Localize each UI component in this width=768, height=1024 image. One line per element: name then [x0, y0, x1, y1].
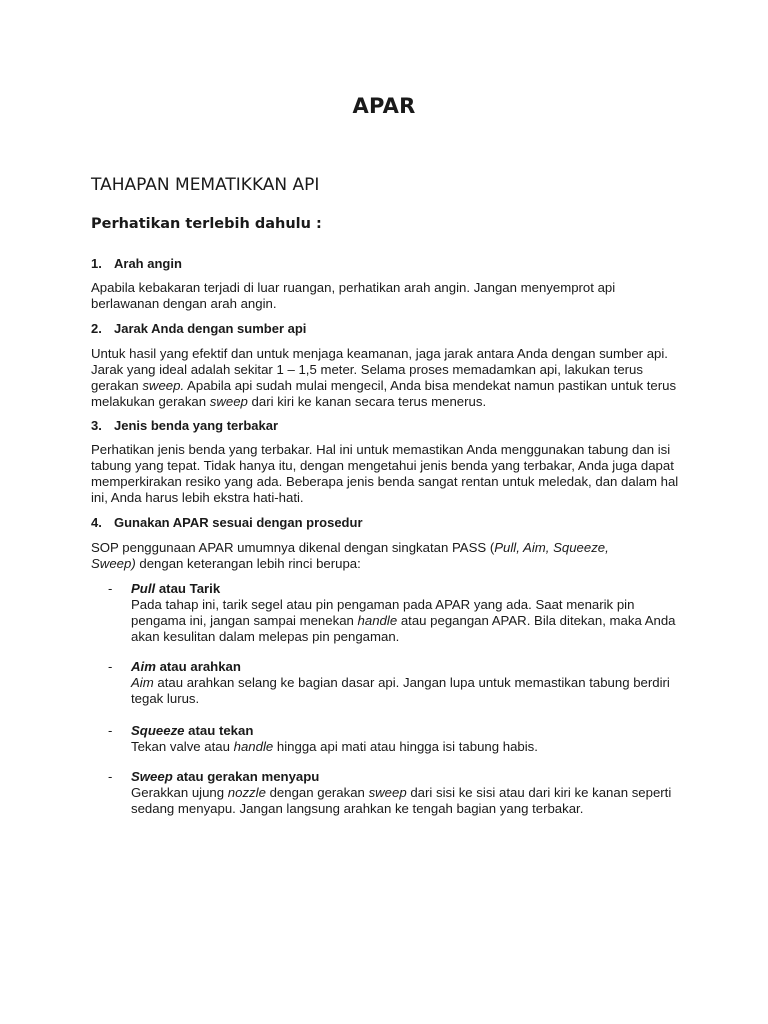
pass-step-description — [131, 675, 691, 707]
desc-text: atau arahkan selang ke bagian dasar api. Jangan lupa untuk memastikan tabung berdiri tegak lurus. — [131, 675, 670, 706]
section-heading-text: Jarak Anda dengan sumber api — [114, 321, 307, 336]
pass-step-description — [131, 597, 691, 645]
paragraph-text: SOP penggunaan APAR umumnya dikenal dengan singkatan PASS ( — [91, 540, 495, 555]
pass-term-rest: atau arahkan — [155, 659, 241, 674]
pass-term: Squeeze — [131, 723, 185, 738]
paragraph-text: Apabila kebakaran terjadi di luar ruangan, perhatikan arah angin. Jangan menyemprot api berlawanan dengan arah angin. — [91, 280, 616, 311]
pass-step-title — [131, 723, 253, 739]
desc-text: dari sisi ke sisi atau dari kiri ke kanan seperti sedang menyapu. Jangan langsung arahkan ke tengah bagian yang terbakar. — [131, 785, 672, 816]
section-paragraph-4 — [91, 540, 631, 572]
section-paragraph-3 — [91, 442, 691, 506]
paragraph-text: Perhatikan jenis benda yang terbakar. Hal ini untuk memastikan Anda menggunakan tabung dan isi tabung yang tepat. Tidak hanya itu, dengan mengetahui jenis benda yang terbakar, Anda juga dapat memperkirakan resiko yang ada. Beberapa jenis benda sangat rentan untuk meledak, dan dalam hal ini, Anda harus lebih ekstra hati-hati. — [91, 442, 679, 505]
paragraph-text: dengan keterangan lebih rinci berupa: — [135, 556, 361, 571]
section-heading-2 — [91, 321, 306, 337]
pass-step-title — [131, 659, 241, 675]
desc-text: Gerakkan ujung — [131, 785, 228, 800]
desc-text: hingga api mati atau hingga isi tabung habis. — [273, 739, 538, 754]
pass-step-description — [131, 739, 691, 755]
section-paragraph-2 — [91, 346, 683, 410]
section-number: 1. — [91, 256, 102, 271]
bullet-dash: - — [108, 769, 113, 784]
pass-term: Pull — [131, 581, 156, 596]
bullet-dash: - — [108, 659, 113, 674]
desc-text: atau pegangan APAR. Bila ditekan, maka Anda akan kesulitan dalam melepas pin pengaman. — [131, 613, 676, 644]
attention-note: Perhatikan terlebih dahulu : — [91, 216, 322, 232]
paragraph-italic: sweep — [209, 394, 248, 409]
paragraph-text: dari kiri ke kanan secara terus menerus. — [247, 394, 487, 409]
section-heading-text: Gunakan APAR sesuai dengan prosedur — [114, 515, 363, 530]
section-number: 2. — [91, 321, 102, 336]
bullet-dash: - — [108, 581, 113, 596]
pass-term-rest: atau gerakan menyapu — [172, 769, 320, 784]
desc-text: Tekan valve atau — [131, 739, 234, 754]
section-number: 4. — [91, 515, 102, 530]
section-heading-1 — [91, 256, 182, 272]
paragraph-italic: sweep. — [142, 378, 185, 393]
pass-term: Sweep — [131, 769, 173, 784]
desc-text: dengan gerakan — [265, 785, 369, 800]
pass-term: Aim — [131, 659, 156, 674]
desc-text: Pada tahap ini, tarik segel atau pin pengaman pada APAR yang ada. Saat menarik pin pengama ini, jangan sampai menekan — [131, 597, 635, 628]
section-heading-text: Jenis benda yang terbakar — [114, 418, 279, 433]
pass-step-description — [131, 785, 691, 817]
section-title: TAHAPAN MEMATIKKAN API — [91, 175, 320, 195]
pass-term-rest: atau tekan — [184, 723, 254, 738]
bullet-dash: - — [108, 723, 113, 738]
section-paragraph-1 — [91, 280, 651, 312]
paragraph-text: Untuk hasil yang efektif dan untuk menjaga keamanan, jaga jarak antara Anda dengan sumber api. Jarak yang ideal adalah sekitar 1 – 1,5 meter. Selama proses memadamkan api, lakukan terus gerakan — [91, 346, 668, 393]
paragraph-text: Apabila api sudah mulai mengecil, Anda bisa mendekat namun pastikan untuk terus melakukan gerakan — [91, 378, 677, 409]
desc-italic: handle — [233, 739, 274, 754]
pass-step-title — [131, 581, 220, 597]
section-heading-text: Arah angin — [114, 256, 182, 271]
section-heading-3 — [91, 418, 278, 434]
desc-italic: Aim — [131, 675, 154, 690]
section-number: 3. — [91, 418, 102, 433]
pass-step-title — [131, 769, 319, 785]
pass-term-rest: atau Tarik — [155, 581, 221, 596]
page-title: APAR — [352, 94, 416, 118]
paragraph-italic: Pull, Aim, Squeeze, Sweep) — [91, 540, 609, 571]
section-heading-4 — [91, 515, 363, 531]
desc-italic: handle — [357, 613, 398, 628]
desc-italic: sweep — [368, 785, 407, 800]
desc-italic: nozzle — [227, 785, 266, 800]
